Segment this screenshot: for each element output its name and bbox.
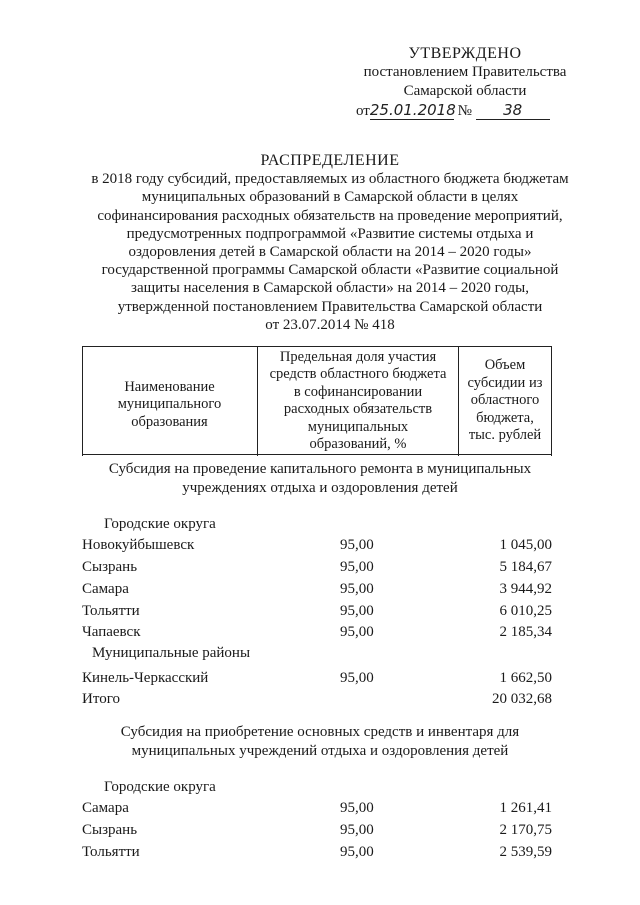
section-2-title-line: муниципальных учреждений отдыха и оздоровления детей (131, 743, 509, 759)
row-name: Тольятти (82, 603, 140, 619)
desc-line: софинансирования расходных обязательств на проведение мероприятий, (97, 207, 563, 224)
row-share: 95,00 (340, 603, 374, 619)
table-header (82, 346, 552, 456)
handwritten-date: 25.01.2018 (369, 101, 456, 119)
number-label: № (457, 103, 472, 119)
document-heading: РАСПРЕДЕЛЕНИЕ (260, 152, 400, 169)
total-row (82, 691, 552, 711)
from-label: от (356, 103, 370, 119)
row-amount: 2 539,59 (499, 844, 552, 860)
desc-line: защиты населения в Самарской области» на 2014 – 2020 годы, (131, 280, 529, 297)
desc-line: государственной программы Самарской области «Развитие социальной (101, 262, 559, 279)
table-row (82, 670, 552, 690)
desc-line: утвержденной постановлением Правительства Самарской области (117, 298, 543, 315)
section-1-title-line: учреждениях отдыха и оздоровления детей (182, 480, 458, 496)
row-name: Кинель-Черкасский (82, 670, 209, 686)
desc-line: оздоровления детей в Самарской области на 2014 – 2020 годы» (128, 244, 532, 261)
row-share: 95,00 (340, 537, 374, 553)
approval-line-2: Самарской области (403, 83, 527, 99)
row-share: 95,00 (340, 800, 374, 816)
row-amount: 6 010,25 (499, 603, 552, 619)
table-row (82, 559, 552, 579)
desc-line: от 23.07.2014 № 418 (265, 316, 395, 333)
table-row (82, 581, 552, 601)
total-label: Итого (82, 691, 120, 707)
row-share: 95,00 (340, 670, 374, 686)
section-1-title-line: Субсидия на проведение капитального ремонта в муниципальных (108, 461, 532, 477)
row-share: 95,00 (340, 844, 374, 860)
table-row (82, 537, 552, 557)
row-amount: 5 184,67 (499, 559, 552, 575)
row-name: Новокуйбышевск (82, 537, 195, 553)
row-share: 95,00 (340, 581, 374, 597)
table-row (82, 603, 552, 623)
column-header-share: Предельная доля участия средств областного бюджета в софинансировании расходных обязательств муниципальных образований, % (269, 348, 447, 452)
section-1-group-urban: Городские округа (104, 516, 216, 532)
row-name: Чапаевск (82, 624, 141, 640)
approval-date-line (356, 101, 550, 120)
table-row (82, 822, 552, 842)
row-amount: 3 944,92 (499, 581, 552, 597)
approval-line-1: постановлением Правительства (363, 64, 567, 80)
column-header-amount: Объем субсидии из областного бюджета, тыс. рублей (467, 357, 543, 444)
row-name: Самара (82, 800, 129, 816)
row-name: Сызрань (82, 822, 138, 838)
desc-line: предусмотренных подпрограммой «Развитие системы отдыха и (126, 225, 534, 242)
approval-block (340, 44, 590, 101)
row-share: 95,00 (340, 822, 374, 838)
table-row (82, 624, 552, 644)
handwritten-number: 38 (476, 101, 550, 120)
row-name: Самара (82, 581, 129, 597)
section-2-group-urban: Городские округа (104, 779, 216, 795)
row-amount: 1 045,00 (499, 537, 552, 553)
table-row (82, 800, 552, 820)
row-amount: 1 662,50 (499, 670, 552, 686)
section-2-title-line: Субсидия на приобретение основных средств и инвентаря для (120, 724, 520, 740)
row-amount: 2 170,75 (499, 822, 552, 838)
section-2-title (90, 723, 550, 761)
row-share: 95,00 (340, 559, 374, 575)
row-share: 95,00 (340, 624, 374, 640)
row-amount: 1 261,41 (499, 800, 552, 816)
section-1-group-districts: Муниципальные районы (92, 645, 251, 661)
column-header-municipality: Наименование муниципального образования (117, 378, 222, 430)
desc-line: муниципальных образований в Самарской области в целях (141, 189, 519, 206)
desc-line: в 2018 году субсидий, предоставляемых из областного бюджета бюджетам (91, 171, 569, 188)
total-amount: 20 032,68 (492, 691, 552, 707)
table-row (82, 844, 552, 864)
approval-title: УТВЕРЖДЕНО (408, 45, 522, 62)
row-name: Тольятти (82, 844, 140, 860)
section-1-title (90, 460, 550, 498)
row-name: Сызрань (82, 559, 138, 575)
document-title-block (70, 152, 590, 334)
row-amount: 2 185,34 (499, 624, 552, 640)
table-border-right (551, 346, 552, 456)
